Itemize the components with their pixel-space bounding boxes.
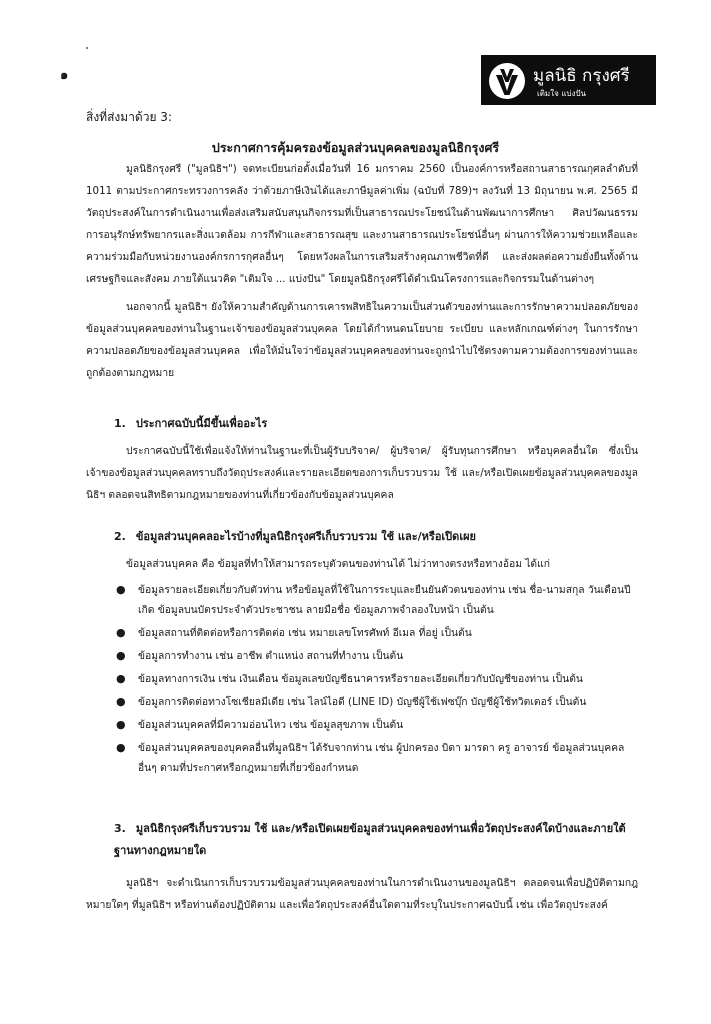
bullet-icon: ● [116, 741, 126, 754]
logo-tagline: เติมใจ แบ่งปัน [537, 89, 587, 98]
section-1-heading [114, 414, 267, 432]
list-item-text: ข้อมูลการทำงาน เช่น อาชีพ ตำแหน่ง สถานที่ทำงาน เป็นต้น [138, 650, 404, 662]
personal-data-list [114, 580, 641, 781]
section-number: 3. [114, 822, 126, 835]
list-item [114, 580, 641, 620]
section-2-heading [114, 527, 476, 545]
foundation-emblem-icon [487, 61, 527, 101]
section-2-intro: ข้อมูลส่วนบุคคล คือ ข้อมูลที่ทำให้สามารถระบุตัวตนของท่านได้ ไม่ว่าทางตรงหรือทางอ้อม ได้แก่ [126, 558, 550, 570]
second-paragraph: นอกจากนี้ มูลนิธิฯ ยังให้ความสำคัญด้านการเคารพสิทธิในความเป็นส่วนตัวของท่านและการรักษาความปลอดภัยของข้อมูลส่วนบุคคลของท่านในฐานะเจ้าของข้อมูลส่วนบุคคล โดยได้กำหนดนโยบาย ระเบียบ และหลักเกณฑ์ต่างๆ ในการรักษาความปลอดภัยของข้อมูลส่วนบุคคล เพื่อให้มั่นใจว่าข้อมูลส่วนบุคคลของท่านจะถูกนำไปใช้ตรงตามความต้องการของท่านและถูกต้องตามกฎหมาย [86, 301, 638, 379]
list-item [114, 738, 641, 778]
bullet-icon: ● [116, 695, 126, 708]
section-title: ประกาศฉบับนี้มีขึ้นเพื่ออะไร [135, 417, 268, 430]
krungsri-foundation-logo [481, 55, 656, 105]
bullet-icon: ● [116, 626, 126, 639]
bullet-icon: ● [116, 649, 126, 662]
list-item [114, 669, 641, 689]
bullet-icon: ● [116, 672, 126, 685]
list-item [114, 692, 641, 712]
bullet-icon: ● [116, 583, 126, 596]
section-title: มูลนิธิกรุงศรีเก็บรวบรวม ใช้ และ/หรือเปิดเผยข้อมูลส่วนบุคคลของท่านเพื่อวัตถุประสงค์ใดบ้างและภายใต้ฐานทางกฎหมายใด [114, 822, 626, 857]
section-number: 1. [114, 417, 126, 430]
scan-speck [86, 47, 88, 49]
list-item-text: ข้อมูลการติดต่อทางโซเชียลมีเดีย เช่น ไลน์ไอดี (LINE ID) บัญชีผู้ใช้เฟซบุ๊ก บัญชีผู้ใช้ทวิตเตอร์ เป็นต้น [138, 696, 587, 708]
list-item-text: ข้อมูลสถานที่ติดต่อหรือการติดต่อ เช่น หมายเลขโทรศัพท์ อีเมล ที่อยู่ เป็นต้น [138, 627, 472, 639]
bullet-icon: ● [116, 718, 126, 731]
section-3-heading [114, 818, 644, 862]
list-item [114, 646, 641, 666]
list-item-text: ข้อมูลส่วนบุคคลของบุคคลอื่นที่มูลนิธิฯ ได้รับจากท่าน เช่น ผู้ปกครอง บิดา มารดา ครู อาจารย์ ข้อมูลส่วนบุคคลอื่นๆ ตามที่ประกาศหรือกฎหมายที่เกี่ยวข้องกำหนด [138, 742, 625, 774]
intro-paragraph: มูลนิธิกรุงศรี ("มูลนิธิฯ") จดทะเบียนก่อตั้งเมื่อวันที่ 16 มกราคม 2560 เป็นองค์การหรือสถานสาธารณกุศลลำดับที่ 1011 ตามประกาศกระทรวงการคลัง ว่าด้วยภาษีเงินได้และภาษีมูลค่าเพิ่ม (ฉบับที่ 789)ฯ ลงวันที่ 13 มิถุนายน พ.ศ. 2565 มีวัตถุประสงค์ในการดำเนินงานเพื่อส่งเสริมสนับสนุนกิจกรรมที่เป็นสาธารณประโยชน์ในด้านพัฒนาการศึกษา ศิลปวัฒนธรรม การอนุรักษ์ทรัพยากรและสิ่งแวดล้อม การกีฬาและสาธารณสุข และงานสาธารณประโยชน์อื่นๆ ผ่านการให้ความช่วยเหลือและความร่วมมือกับหน่วยงานองค์กรการกุศลอื่นๆ โดยหวังผลในการเสริมสร้างคุณภาพชีวิตที่ดี และส่งผลต่อความยั่งยืนทั้งด้านเศรษฐกิจและสังคม ภายใต้แนวคิด "เติมใจ ... แบ่งปัน" โดยมูลนิธิกรุงศรีได้ดำเนินโครงการและกิจกรรมในด้านต่างๆ [86, 163, 638, 285]
logo-name: มูลนิธิ กรุงศรี [533, 66, 630, 86]
list-item-text: ข้อมูลส่วนบุคคลที่มีความอ่อนไหว เช่น ข้อมูลสุขภาพ เป็นต้น [138, 719, 404, 731]
section-3-body: มูลนิธิฯ จะดำเนินการเก็บรวบรวมข้อมูลส่วนบุคคลของท่านในการดำเนินงานของมูลนิธิฯ ตลอดจนเพื่อปฏิบัติตามกฎหมายใดๆ ที่มูลนิธิฯ หรือท่านต้องปฏิบัติตาม และเพื่อวัตถุประสงค์อื่นใดตามที่ระบุในประกาศฉบับนี้ เช่น เพื่อวัตถุประสงค์ [86, 877, 638, 911]
page-number: ๑ [60, 68, 69, 83]
list-item-text: ข้อมูลทางการเงิน เช่น เงินเดือน ข้อมูลเลขบัญชีธนาคารหรือรายละเอียดเกี่ยวกับบัญชีของท่าน เป็นต้น [138, 673, 583, 685]
enclosure-label: สิ่งที่ส่งมาด้วย 3: [86, 110, 172, 124]
list-item [114, 715, 641, 735]
section-number: 2. [114, 530, 126, 543]
document-title: ประกาศการคุ้มครองข้อมูลส่วนบุคคลของมูลนิธิกรุงศรี [211, 140, 500, 155]
section-1-body: ประกาศฉบับนี้ใช้เพื่อแจ้งให้ท่านในฐานะที่เป็นผู้รับบริจาค/ ผู้บริจาค/ ผู้รับทุนการศึกษา หรือบุคคลอื่นใด ซึ่งเป็นเจ้าของข้อมูลส่วนบุคคลทราบถึงวัตถุประสงค์และรายละเอียดของการเก็บรวบรวม ใช้ และ/หรือเปิดเผยข้อมูลส่วนบุคคลของมูลนิธิฯ ตลอดจนสิทธิตามกฎหมายของท่านที่เกี่ยวข้องกับข้อมูลส่วนบุคคล [86, 445, 638, 501]
section-title: ข้อมูลส่วนบุคคลอะไรบ้างที่มูลนิธิกรุงศรีเก็บรวบรวม ใช้ และ/หรือเปิดเผย [135, 530, 476, 543]
list-item [114, 623, 641, 643]
list-item-text: ข้อมูลรายละเอียดเกี่ยวกับตัวท่าน หรือข้อมูลที่ใช้ในการระบุและยืนยันตัวตนของท่าน เช่น ชื่อ-นามสกุล วันเดือนปีเกิด ข้อมูลบนบัตรประจำตัวประชาชน ลายมือชื่อ ข้อมูลภาพจำลองใบหน้า เป็นต้น [138, 584, 631, 616]
